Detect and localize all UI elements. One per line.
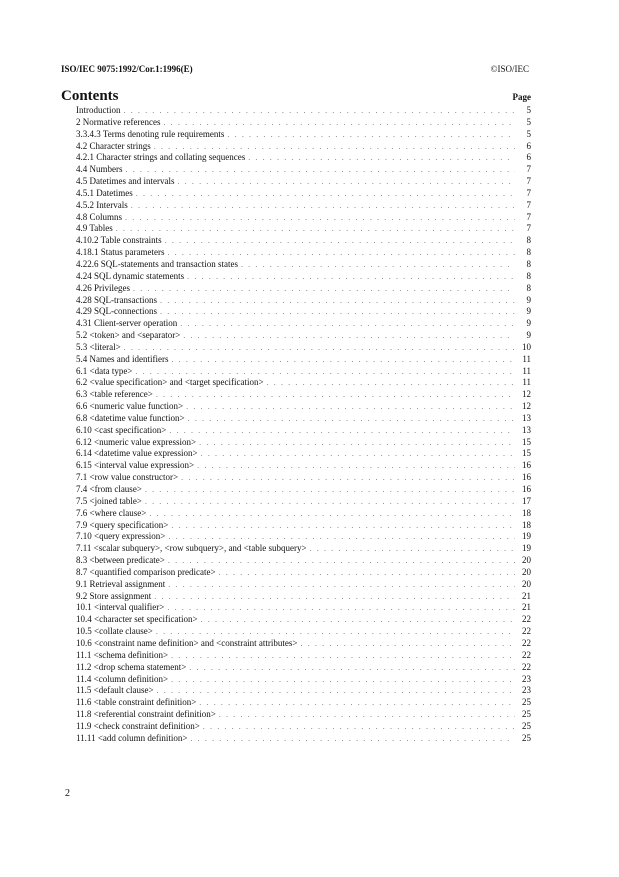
toc-entry-title: 10.4 <character set specification> [76, 614, 198, 625]
toc-entry[interactable] [76, 188, 531, 200]
toc-entry-page: 11 [522, 353, 531, 364]
toc-entry[interactable] [76, 259, 531, 271]
toc-entry-title: 11.9 <check constraint definition> [76, 720, 200, 731]
dot-leader [180, 318, 515, 330]
toc-entry-title: 4.26 Privileges [76, 282, 130, 293]
toc-entry-page: 20 [522, 578, 531, 589]
toc-entry-page: 23 [522, 673, 531, 684]
toc-entry-page: 13 [522, 424, 531, 435]
toc-entry-title: 6.10 <cast specification> [76, 424, 167, 435]
dot-leader [186, 401, 515, 413]
dot-leader [125, 212, 515, 224]
toc-entry-page: 22 [522, 626, 531, 637]
toc-entry[interactable] [76, 200, 531, 212]
dot-leader [168, 531, 515, 543]
dot-leader [156, 626, 515, 638]
dot-leader [149, 508, 515, 520]
dot-leader [135, 366, 515, 378]
toc-entry[interactable] [76, 448, 531, 460]
dot-leader [116, 223, 515, 235]
toc-entry-title: 4.22.6 SQL-statements and transaction states [76, 258, 238, 269]
toc-entry[interactable] [76, 508, 531, 520]
toc-entry-title: 4.29 SQL-connections [76, 306, 157, 317]
toc-entry-title: 6.15 <interval value expression> [76, 460, 195, 471]
toc-entry-page: 11 [522, 377, 531, 388]
toc-entry-page: 6 [526, 152, 531, 163]
toc-entry[interactable] [76, 247, 531, 259]
toc-entry-page: 22 [522, 649, 531, 660]
toc-entry-page: 20 [522, 566, 531, 577]
toc-entry-title: 6.1 <data type> [76, 365, 133, 376]
toc-entry[interactable] [76, 638, 531, 650]
toc-entry[interactable] [76, 543, 531, 555]
table-of-contents [76, 105, 531, 745]
dot-leader [171, 650, 515, 662]
toc-entry[interactable] [76, 295, 531, 307]
toc-entry-page: 17 [522, 495, 531, 506]
dot-leader [167, 602, 515, 614]
toc-entry-title: 4.2.1 Character strings and collating sequences [76, 152, 246, 163]
toc-entry-page: 6 [526, 140, 531, 151]
toc-entry-title: 4.18.1 Status parameters [76, 247, 165, 258]
toc-entry[interactable] [76, 555, 531, 567]
toc-entry-title: 9.2 Store assignment [76, 590, 152, 601]
dot-leader [171, 520, 515, 532]
dot-leader [183, 330, 515, 342]
toc-entry-page: 22 [522, 637, 531, 648]
dot-leader [203, 721, 515, 733]
toc-entry-title: 6.2 <value specification> and <target specification> [76, 377, 264, 388]
toc-entry[interactable] [76, 425, 531, 437]
toc-entry-title: 7.11 <scalar subquery>, <row subquery>, and <table subquery> [76, 543, 307, 554]
toc-entry-page: 15 [522, 436, 531, 447]
dot-leader [189, 662, 515, 674]
toc-entry-title: 7.4 <from clause> [76, 484, 142, 494]
dot-leader [219, 567, 515, 579]
toc-entry[interactable] [76, 602, 531, 614]
toc-entry-page: 8 [526, 247, 531, 258]
toc-entry[interactable] [76, 496, 531, 508]
toc-entry-title: 3.3.4.3 Terms denoting rule requirements [76, 128, 225, 139]
toc-entry-title: 7.5 <joined table> [76, 495, 142, 506]
toc-entry-title: 8.7 <quantified comparison predicate> [76, 566, 216, 577]
toc-entry[interactable] [76, 105, 531, 117]
toc-entry[interactable] [76, 721, 531, 733]
toc-entry-title: 8.3 <between predicate> [76, 555, 165, 566]
page-title: Contents [61, 88, 119, 104]
toc-entry-page: 7 [526, 211, 531, 222]
toc-entry[interactable] [76, 223, 531, 235]
toc-entry-page: 25 [522, 709, 531, 720]
toc-entry-page: 25 [522, 720, 531, 731]
toc-entry[interactable] [76, 626, 531, 638]
dot-leader [248, 152, 515, 164]
toc-entry-title: 4.4 Numbers [76, 164, 123, 175]
toc-entry[interactable] [76, 674, 531, 686]
dot-leader [124, 342, 515, 354]
toc-entry-page: 5 [526, 128, 531, 139]
dot-leader [169, 425, 515, 437]
toc-entry[interactable] [76, 484, 531, 496]
dot-leader [124, 105, 516, 117]
toc-entry-page: 9 [526, 318, 531, 329]
toc-entry-page: 16 [522, 484, 531, 494]
toc-entry-page: 8 [526, 258, 531, 269]
dot-leader [171, 674, 515, 686]
toc-entry-page: 8 [526, 270, 531, 281]
toc-entry[interactable] [76, 685, 531, 697]
dot-leader [136, 188, 515, 200]
dot-leader [157, 685, 515, 697]
dot-leader [267, 377, 515, 389]
toc-entry-title: 4.8 Columns [76, 211, 123, 222]
toc-entry[interactable] [76, 614, 531, 626]
toc-entry[interactable] [76, 697, 531, 709]
toc-entry-page: 9 [526, 330, 531, 341]
toc-entry-title: 2 Normative references [76, 116, 161, 127]
dot-leader [190, 733, 515, 745]
toc-entry-title: 7.9 <query specification> [76, 519, 169, 530]
toc-entry-title: 11.8 <referential constraint definition> [76, 709, 216, 720]
toc-entry-title: 4.10.2 Table constraints [76, 235, 162, 246]
toc-entry[interactable] [76, 709, 531, 721]
toc-entry-title: 11.6 <table constraint definition> [76, 697, 197, 708]
toc-entry-title: 11.5 <default clause> [76, 685, 154, 696]
toc-entry[interactable] [76, 152, 531, 164]
toc-entry-page: 5 [526, 116, 531, 127]
dot-leader [301, 638, 515, 650]
toc-entry-page: 7 [526, 187, 531, 198]
toc-entry[interactable] [76, 117, 531, 129]
dot-leader [168, 579, 515, 591]
toc-entry-title: 11.1 <schema definition> [76, 649, 169, 660]
toc-entry[interactable] [76, 164, 531, 176]
toc-entry-page: 19 [522, 543, 531, 554]
toc-entry[interactable] [76, 591, 531, 603]
toc-entry-page: 9 [526, 294, 531, 305]
toc-entry[interactable] [76, 460, 531, 472]
toc-entry-page: 23 [522, 685, 531, 696]
toc-entry-title: 11.4 <column definition> [76, 673, 169, 684]
toc-entry-page: 25 [522, 697, 531, 708]
toc-entry[interactable] [76, 318, 531, 330]
page-column-label: Page [512, 92, 531, 102]
dot-leader [154, 591, 515, 603]
toc-entry-page: 16 [522, 472, 531, 483]
toc-entry-title: 9.1 Retrieval assignment [76, 578, 166, 589]
toc-entry-page: 7 [526, 176, 531, 187]
toc-entry-page: 18 [522, 519, 531, 530]
toc-entry[interactable] [76, 472, 531, 484]
copyright-mark: ©ISO/IEC [490, 64, 529, 74]
toc-entry-title: 4.31 Client-server operation [76, 318, 178, 329]
dot-leader [201, 614, 515, 626]
toc-entry[interactable] [76, 531, 531, 543]
toc-entry[interactable] [76, 354, 531, 366]
toc-entry-title: 4.5.1 Datetimes [76, 187, 133, 198]
toc-entry-title: 10.6 <constraint name definition> and <constraint attributes> [76, 637, 298, 648]
toc-entry-title: 6.6 <numeric value function> [76, 401, 184, 412]
toc-entry-title: 6.3 <table reference> [76, 389, 153, 400]
toc-entry-title: 7.6 <where clause> [76, 507, 147, 518]
dot-leader [133, 283, 515, 295]
toc-entry[interactable] [76, 306, 531, 318]
dot-leader [160, 295, 515, 307]
toc-entry[interactable] [76, 377, 531, 389]
toc-entry-page: 11 [522, 365, 531, 376]
toc-entry-page: 22 [522, 661, 531, 672]
page-number: 2 [65, 788, 70, 799]
toc-entry[interactable] [76, 330, 531, 342]
toc-entry-page: 12 [522, 389, 531, 400]
toc-entry-page: 21 [522, 590, 531, 601]
toc-entry-page: 5 [526, 105, 531, 115]
toc-entry-page: 25 [522, 732, 531, 743]
dot-leader [145, 496, 515, 508]
dot-leader [163, 117, 515, 129]
toc-entry-page: 12 [522, 401, 531, 412]
toc-entry[interactable] [76, 212, 531, 224]
toc-entry-page: 20 [522, 555, 531, 566]
toc-entry-page: 21 [522, 602, 531, 613]
dot-leader [199, 697, 515, 709]
toc-entry-title: 11.2 <drop schema statement> [76, 661, 187, 672]
toc-entry[interactable] [76, 567, 531, 579]
toc-entry-page: 13 [522, 412, 531, 423]
toc-entry-title: 4.28 SQL-transactions [76, 294, 157, 305]
toc-entry[interactable] [76, 342, 531, 354]
toc-entry[interactable] [76, 283, 531, 295]
toc-entry[interactable] [76, 235, 531, 247]
toc-entry-title: 7.10 <query expression> [76, 531, 166, 542]
toc-entry[interactable] [76, 520, 531, 532]
toc-entry-title: 7.1 <row value constructor> [76, 472, 179, 483]
toc-entry[interactable] [76, 413, 531, 425]
toc-entry[interactable] [76, 662, 531, 674]
dot-leader [199, 437, 515, 449]
dot-leader [310, 543, 515, 555]
toc-entry[interactable] [76, 141, 531, 153]
toc-entry[interactable] [76, 401, 531, 413]
dot-leader [219, 709, 515, 721]
toc-entry[interactable] [76, 271, 531, 283]
toc-entry-title: 4.2 Character strings [76, 140, 151, 151]
toc-entry-page: 7 [526, 199, 531, 210]
dot-leader [201, 448, 515, 460]
toc-entry-title: Introduction [76, 105, 121, 115]
toc-entry-page: 19 [522, 531, 531, 542]
dot-leader [227, 129, 515, 141]
dot-leader [156, 389, 515, 401]
toc-entry-page: 7 [526, 223, 531, 234]
toc-entry-page: 18 [522, 507, 531, 518]
toc-entry[interactable] [76, 176, 531, 188]
dot-leader [187, 271, 515, 283]
dot-leader [168, 555, 515, 567]
toc-entry-title: 6.12 <numeric value expression> [76, 436, 197, 447]
toc-entry-title: 4.24 SQL dynamic statements [76, 270, 185, 281]
dot-leader [171, 354, 515, 366]
toc-entry[interactable] [76, 579, 531, 591]
dot-leader [145, 484, 515, 496]
toc-entry-page: 9 [526, 306, 531, 317]
dot-leader [126, 164, 516, 176]
toc-entry[interactable] [76, 437, 531, 449]
toc-entry[interactable] [76, 366, 531, 378]
toc-entry-page: 7 [526, 164, 531, 175]
toc-entry-title: 11.11 <add column definition> [76, 732, 188, 743]
toc-entry-page: 8 [526, 235, 531, 246]
toc-entry-title: 5.3 <literal> [76, 341, 121, 352]
toc-entry-title: 6.8 <datetime value function> [76, 412, 185, 423]
toc-entry[interactable] [76, 129, 531, 141]
document-id: ISO/IEC 9075:1992/Cor.1:1996(E) [61, 64, 193, 74]
running-header [61, 64, 529, 78]
dot-leader [177, 176, 515, 188]
dot-leader [167, 247, 515, 259]
toc-entry-title: 5.2 <token> and <separator> [76, 330, 181, 341]
toc-entry[interactable] [76, 733, 531, 745]
dot-leader [241, 259, 515, 271]
toc-entry-title: 4.9 Tables [76, 223, 113, 234]
toc-entry[interactable] [76, 389, 531, 401]
dot-leader [154, 141, 515, 153]
toc-entry-title: 10.1 <interval qualifier> [76, 602, 165, 613]
toc-entry-page: 16 [522, 460, 531, 471]
dot-leader [197, 460, 515, 472]
dot-leader [188, 413, 515, 425]
toc-entry-page: 10 [522, 341, 531, 352]
toc-entry-title: 5.4 Names and identifiers [76, 353, 169, 364]
toc-entry-title: 6.14 <datetime value expression> [76, 448, 198, 459]
toc-entry-page: 8 [526, 282, 531, 293]
toc-entry[interactable] [76, 650, 531, 662]
toc-entry-page: 22 [522, 614, 531, 625]
dot-leader [181, 472, 515, 484]
dot-leader [131, 200, 515, 212]
toc-entry-title: 4.5 Datetimes and intervals [76, 176, 175, 187]
toc-entry-page: 15 [522, 448, 531, 459]
dot-leader [160, 306, 515, 318]
dot-leader [165, 235, 515, 247]
toc-entry-title: 10.5 <collate clause> [76, 626, 153, 637]
toc-entry-title: 4.5.2 Intervals [76, 199, 128, 210]
